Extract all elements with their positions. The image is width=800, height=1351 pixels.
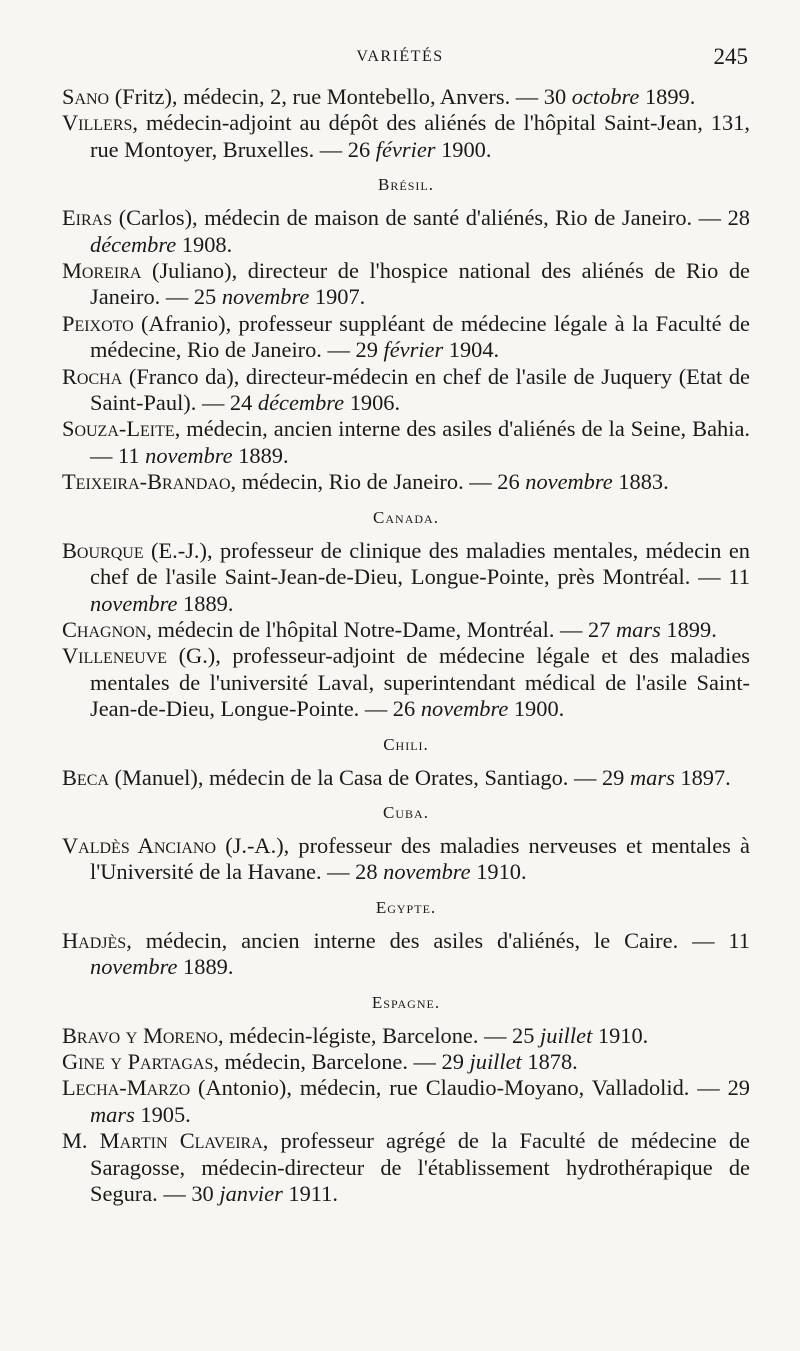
entry-year: 1899. xyxy=(660,616,717,642)
section-title: Brésil. xyxy=(378,175,434,195)
entry-year: 1906. xyxy=(344,390,401,416)
entry-year: 1905. xyxy=(134,1101,191,1127)
directory-entry xyxy=(62,1075,750,1128)
entry-name: Hadjès xyxy=(62,927,127,953)
entry-text: (Franco da), directeur-médecin en chef de l'asile de Juquery (Etat de Saint-Paul). — 24 xyxy=(90,363,750,416)
entry-text: (Carlos), médecin de maison de santé d'aliénés, Rio de Janeiro. — 28 xyxy=(112,205,750,231)
entry-name: Beca xyxy=(62,764,109,790)
entry-month: novembre xyxy=(145,442,233,468)
page-header xyxy=(0,44,800,74)
section-title: Cuba. xyxy=(383,802,429,822)
entry-year: 1908. xyxy=(176,231,233,257)
entry-year: 1897. xyxy=(674,764,731,790)
directory-entry xyxy=(62,311,750,364)
entry-year: 1889. xyxy=(177,590,234,616)
entry-month: novembre xyxy=(525,469,613,495)
entry-year: 1899. xyxy=(639,84,696,109)
entry-text: , médecin-adjoint au dépôt des aliénés de l'hôpital Saint-Jean, 131, rue Montoyer, Bruxelles. — 26 xyxy=(90,110,750,162)
running-title: VARIÉTÉS xyxy=(356,48,444,65)
entry-name: Moreira xyxy=(62,258,142,284)
entry-year: 1907. xyxy=(309,284,366,310)
section-title: Espagne. xyxy=(371,992,441,1012)
directory-entry xyxy=(62,1049,750,1075)
entry-text: (Fritz), médecin, 2, rue Montebello, Anvers. — 30 xyxy=(109,84,572,109)
entry-name: Eiras xyxy=(62,205,113,231)
entry-name: M. Martin Claveira xyxy=(62,1128,263,1154)
directory-entry xyxy=(62,469,750,495)
directory-entry xyxy=(62,617,750,643)
entry-text: , médecin-légiste, Barcelone. — 25 xyxy=(217,1022,541,1048)
entry-year: 1883. xyxy=(612,469,669,495)
entry-name: Sano xyxy=(62,84,110,109)
entry-month: février xyxy=(375,136,436,162)
directory-entry xyxy=(62,928,750,981)
entry-month: juillet xyxy=(469,1048,522,1074)
entry-month: novembre xyxy=(383,859,471,885)
entry-year: 1910. xyxy=(470,859,527,885)
entry-year: 1878. xyxy=(521,1048,578,1074)
directory-entry xyxy=(62,84,750,110)
entry-year: 1889. xyxy=(232,442,289,468)
entry-name: Peixoto xyxy=(62,310,134,336)
entry-year: 1904. xyxy=(443,337,500,363)
entry-text: (Manuel), médecin de la Casa de Orates, Santiago. — 29 xyxy=(108,764,630,790)
entry-name: Lecha-Marzo xyxy=(62,1075,191,1101)
section-title: Chili. xyxy=(383,734,429,754)
entry-text: , médecin, Barcelone. — 29 xyxy=(213,1048,470,1074)
entry-month: janvier xyxy=(219,1181,283,1206)
entry-name: Villeneuve xyxy=(62,643,168,669)
entry-text: (J.-A.), professeur des maladies nerveuses et mentales à l'Université de la Havane. — 28 xyxy=(90,832,750,885)
directory-entry xyxy=(62,110,750,163)
entry-month: novembre xyxy=(90,954,178,980)
section-title: Canada. xyxy=(373,507,439,527)
section-title: Egypte. xyxy=(375,897,437,917)
entry-year: 1911. xyxy=(282,1181,338,1206)
entry-text: , médecin de l'hôpital Notre-Dame, Montréal. — 27 xyxy=(146,616,617,642)
directory-entry xyxy=(62,416,750,469)
entry-month: novembre xyxy=(221,284,310,310)
entry-text: (E.-J.), professeur de clinique des maladies mentales, médecin en chef de l'asile Saint-Jean-de-Dieu, Longue-Pointe, près Montréal. — 11 xyxy=(90,537,750,590)
entry-month: décembre xyxy=(90,231,177,257)
entry-text: , médecin, ancien interne des asiles d'aliénés de la Seine, Bahia. — 11 xyxy=(90,416,750,468)
entry-text: , médecin, ancien interne des asiles d'aliénés, le Caire. — 11 xyxy=(126,927,750,953)
entry-text: (Juliano), directeur de l'hospice national des aliénés de Rio de Janeiro. — 25 xyxy=(90,258,750,310)
entry-name: Teixeira-Brandao xyxy=(62,469,231,495)
entry-year: 1900. xyxy=(508,696,565,722)
directory-entry xyxy=(62,643,750,722)
page-content xyxy=(62,84,750,1207)
entry-year: 1889. xyxy=(177,954,234,980)
entry-name: Valdès Anciano xyxy=(62,832,217,858)
directory-entry xyxy=(62,765,750,791)
entry-month: juillet xyxy=(540,1022,593,1048)
directory-entry xyxy=(62,364,750,417)
entry-text: (Antonio), médecin, rue Claudio-Moyano, Valladolid. — 29 xyxy=(190,1075,750,1101)
directory-entry xyxy=(62,205,750,258)
directory-entry xyxy=(62,1023,750,1049)
entry-text: (G.), professeur-adjoint de médecine légale et des maladies mentales de l'université Laval, superintendant médical de l'asile Saint-Jean-de-Dieu, Longue-Pointe. — 26 xyxy=(90,643,750,722)
entry-year: 1900. xyxy=(435,136,492,162)
entry-month: octobre xyxy=(571,84,640,109)
directory-entry xyxy=(62,538,750,617)
entry-month: mars xyxy=(616,616,661,642)
entry-name: Bourque xyxy=(62,537,144,563)
entry-month: novembre xyxy=(420,696,509,722)
entry-month: mars xyxy=(90,1101,135,1127)
entry-year: 1910. xyxy=(592,1022,649,1048)
directory-entry xyxy=(62,258,750,311)
entry-text: (Afranio), professeur suppléant de médecine légale à la Faculté de médecine, Rio de Janeiro. — 29 xyxy=(90,310,750,363)
entry-name: Souza-Leite xyxy=(62,416,175,442)
page-number: 245 xyxy=(713,44,748,69)
entry-month: février xyxy=(383,337,444,363)
entry-month: mars xyxy=(629,764,675,790)
entry-name: Rocha xyxy=(62,363,123,389)
entry-name: Gine y Partagas xyxy=(62,1048,214,1074)
directory-entry xyxy=(62,833,750,886)
entry-month: novembre xyxy=(90,590,178,616)
entry-name: Chagnon xyxy=(62,616,147,642)
entry-text: , professeur agrégé de la Faculté de médecine de Saragosse, médecin-directeur de l'établissement hydrothérapique de Segura. — 30 xyxy=(90,1128,750,1206)
entry-text: , médecin, Rio de Janeiro. — 26 xyxy=(230,469,526,495)
entry-name: Bravo y Moreno xyxy=(62,1022,218,1048)
directory-entry xyxy=(62,1128,750,1207)
entry-name: Villers xyxy=(62,110,133,136)
entry-month: décembre xyxy=(257,390,345,416)
